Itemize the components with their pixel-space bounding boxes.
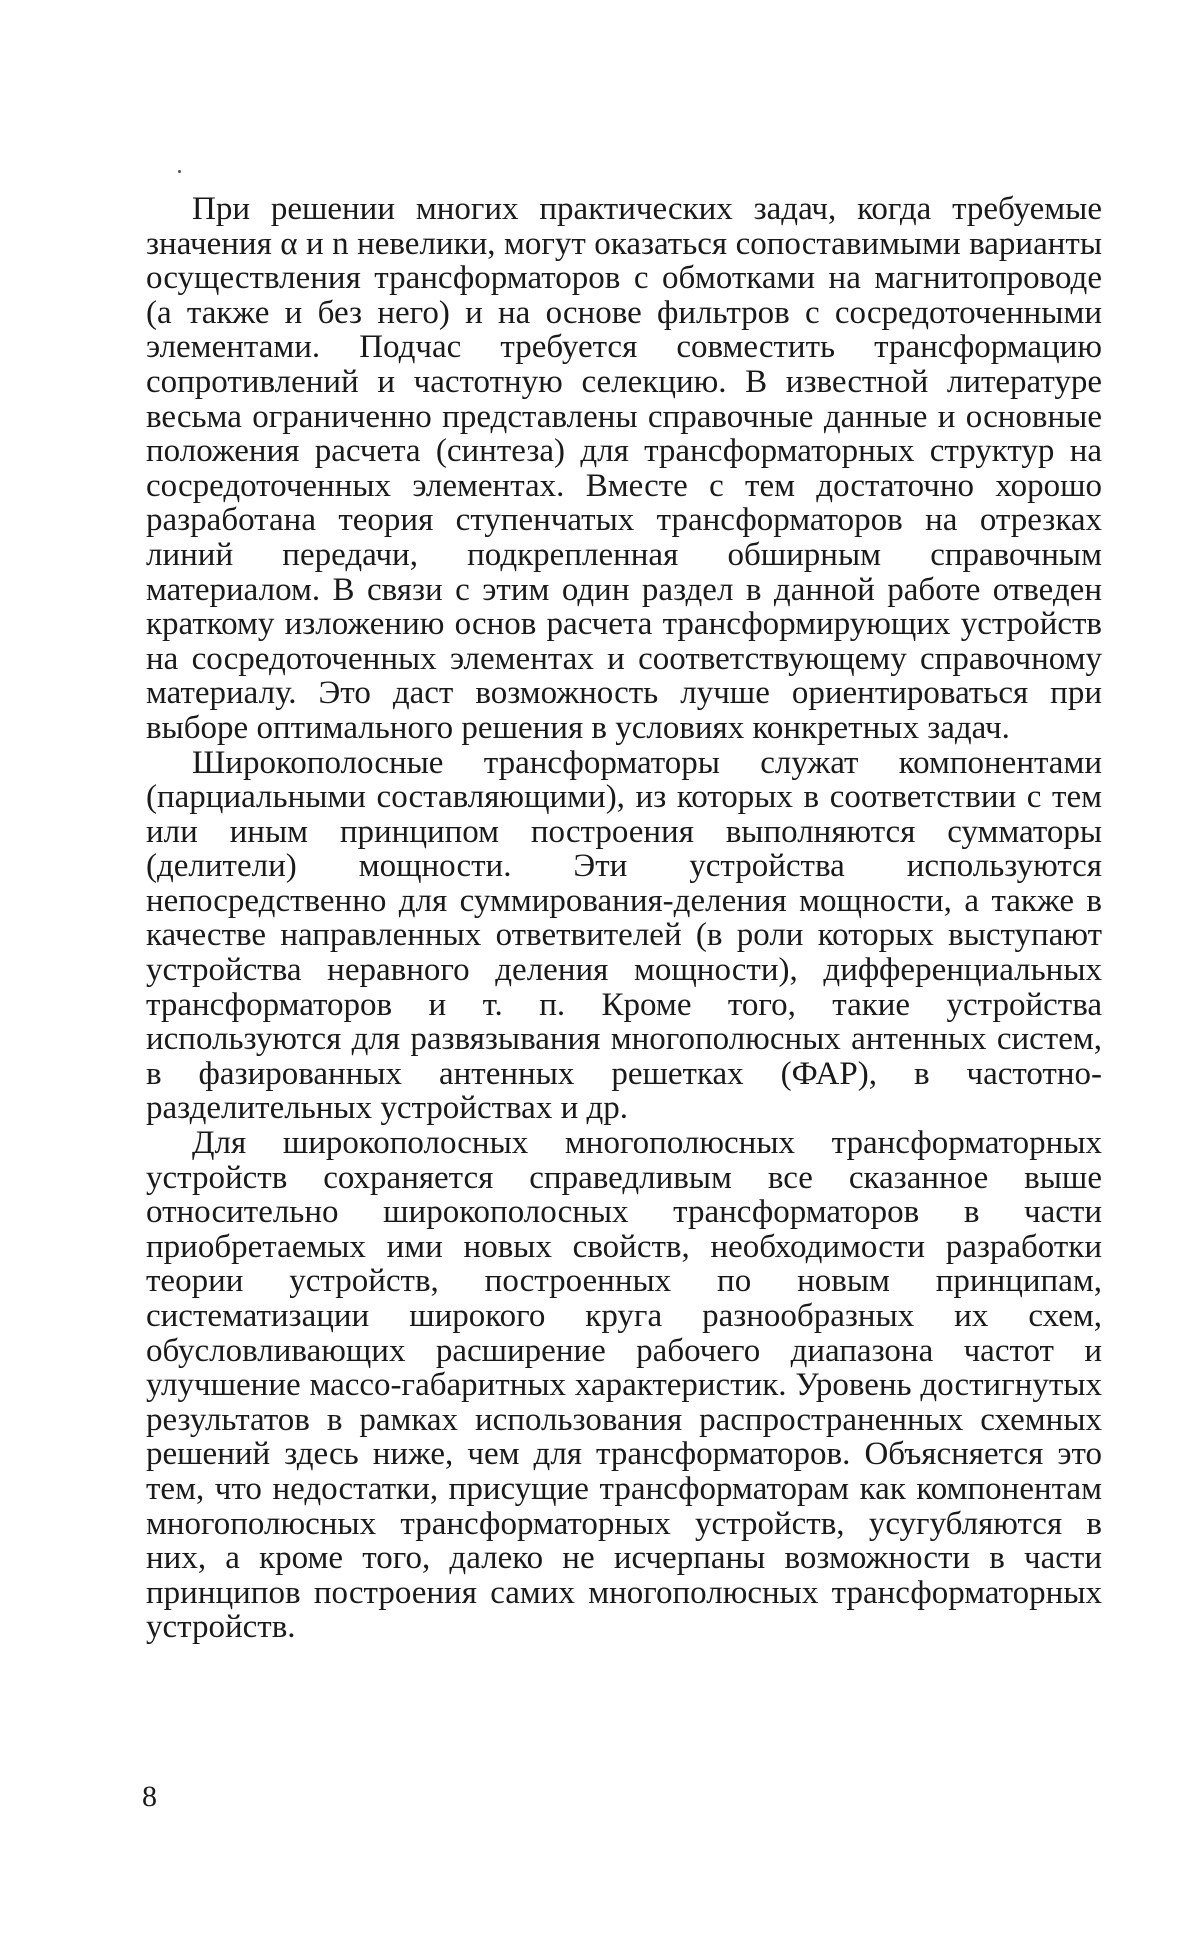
paragraph-1: При решении многих практических задач, когда требуемые значения α и n невелики, могут оказаться сопоставимыми варианты осуществления трансформаторов с обмотками на магнитопроводе (а также и без него) и на основе фильтров с сосредоточенными элементами. Подчас требуется совместить трансформацию сопротивлений и частотную селекцию. В известной литературе весьма ограниченно представлены справочные данные и основные положения расчета (синтеза) для трансформаторных структур на сосредоточенных элементах. Вместе с тем достаточно хорошо разработана теория ступенчатых трансформаторов на отрезках линий передачи, подкрепленная обширным справочным материалом. В связи с этим один раздел в данной работе отведен краткому изложению основ расчета трансформирующих устройств на сосредоточенных элементах и соответствующему справочному материалу. Это даст возможность лучше ориентироваться при выборе оптимального решения в условиях конкретных задач. [146,191,1102,746]
page-number: 8 [142,1780,157,1813]
scan-speck [178,170,181,173]
paragraph-3: Для широкополосных многополюсных трансформаторных устройств сохраняется справедливым все сказанное выше относительно широкополосных трансформаторов в части приобретаемых ими новых свойств, необходимости разработки теории устройств, построенных по новым принципам, систематизации широкого круга разнообразных их схем, обусловливающих расширение рабочего диапазона частот и улучшение массо-габаритных характеристик. Уровень достигнутых результатов в рамках использования распространенных схемных решений здесь ниже, чем для трансформаторов. Объясняется это тем, что недостатки, присущие трансформаторам как компонентам многополюсных трансформаторных устройств, усугубляются в них, а кроме того, далеко не исчерпаны возможности в части принципов построения самих многополюсных трансформаторных устройств. [146,1125,1102,1646]
body-text [146,192,1102,1645]
paragraph-2: Широкополосные трансформаторы служат компонентами (парциальными составляющими), из которых в соответствии с тем или иным принципом построения выполняются сумматоры (делители) мощности. Эти устройства используются непосредственно для суммирования-деления мощности, а также в качестве направленных ответвителей (в роли которых выступают устройства неравного деления мощности), дифференциальных трансформаторов и т. п. Кроме того, такие устройства используются для развязывания многополюсных антенных систем, в фазированных антенных решетках (ФАР), в частотно-разделительных устройствах и др. [146,744,1102,1127]
